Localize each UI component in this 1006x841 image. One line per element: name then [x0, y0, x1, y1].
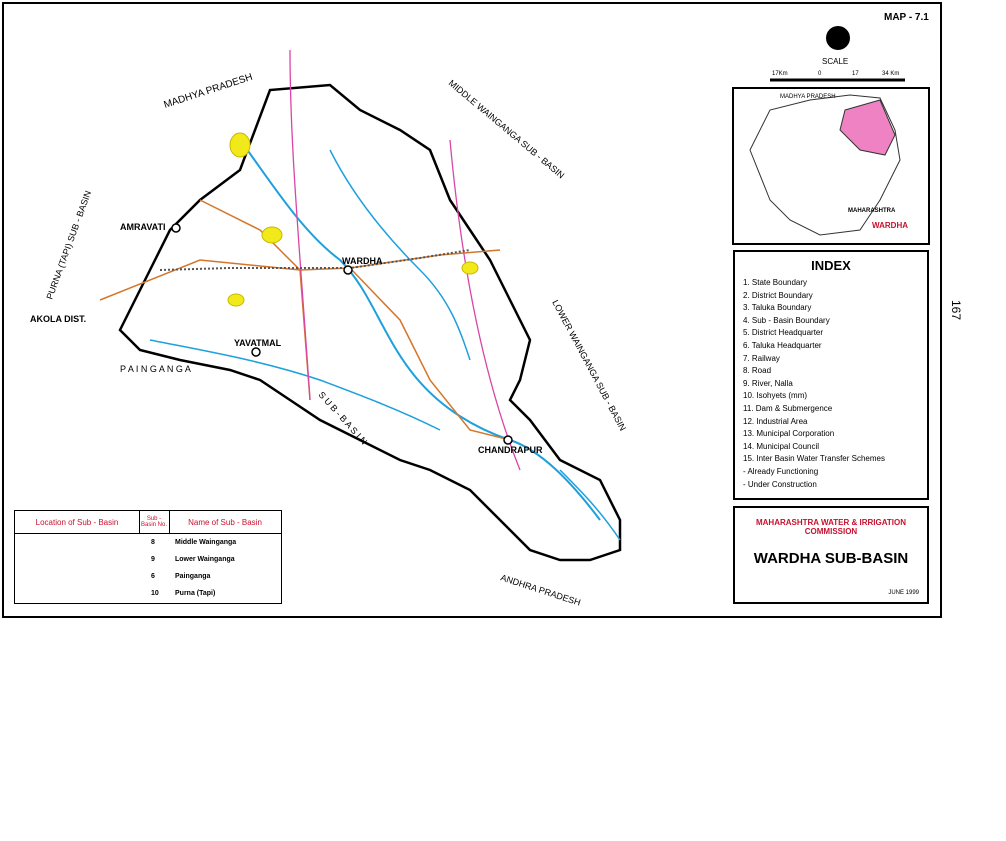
inset-highlight-label: WARDHA: [872, 221, 908, 230]
dam-bembla: [228, 294, 244, 306]
loc-hdr-name: Name of Sub - Basin: [169, 511, 281, 534]
scale-title: SCALE: [822, 57, 849, 66]
index-item: - Under Construction: [743, 479, 817, 489]
region-label-mp: MADHYA PRADESH: [162, 71, 255, 111]
map-date: JUNE 1999: [888, 590, 919, 596]
index-item: 10. Isohyets (mm): [743, 391, 808, 401]
index-item: 8. Road: [743, 366, 772, 376]
map-title: WARDHA SUB-BASIN: [753, 550, 909, 567]
district-hq-wardha[interactable]: [344, 266, 352, 274]
road-2: [200, 200, 310, 400]
index-item: 15. Inter Basin Water Transfer Schemes: [743, 454, 885, 464]
hq-label-yavatmal: YAVATMAL: [234, 338, 282, 348]
index-title: INDEX: [811, 258, 851, 273]
loc-row-name: Purna (Tapi): [175, 590, 216, 597]
river-wainganga: [560, 470, 620, 540]
map-label: MAP - 7.1: [884, 12, 929, 23]
index-item: 12. Industrial Area: [743, 416, 808, 426]
index-item: 1. State Boundary: [743, 278, 808, 287]
org-name: MAHARASHTRA WATER & IRRIGATION COMMISSION: [755, 518, 907, 536]
index-item: 4. Sub - Basin Boundary: [743, 315, 830, 325]
index-item: 14. Municipal Council: [743, 441, 820, 451]
inset-top-label: MADHYA PRADESH: [780, 94, 836, 100]
loc-row-no: 10: [151, 590, 159, 597]
scale-tick-1: 0: [818, 71, 822, 77]
region-label-purna: PURNA (TAPI) SUB - BASIN: [44, 189, 94, 301]
scale-tick-3: 34 Km: [882, 71, 900, 77]
index-item: 11. Dam & Submergence: [743, 404, 833, 413]
dam-upper-wardha: [230, 133, 250, 157]
loc-row-name: Painganga: [175, 573, 211, 580]
district-hq-amravati[interactable]: [172, 224, 180, 232]
isohyet-line: [290, 50, 310, 400]
hq-label-chandrapur: CHANDRAPUR: [478, 445, 543, 455]
index-item: 3. Taluka Boundary: [743, 303, 812, 313]
region-label-middle: MIDDLE WAINGANGA SUB - BASIN: [446, 77, 567, 181]
region-label-subbasin: S U B - B A S I N: [316, 389, 370, 447]
region-label-lower: LOWER WAINGANGA SUB - BASIN: [550, 298, 628, 433]
index-item: 6. Taluka Headquarter: [743, 341, 822, 350]
hq-label-amravati: AMRAVATI: [120, 222, 166, 232]
inset-state-label: MAHARASHTRA: [848, 208, 896, 214]
index-item: - Already Functioning: [743, 467, 819, 476]
loc-row-no: 8: [151, 539, 155, 546]
loc-hdr-location: Location of Sub - Basin: [15, 511, 140, 534]
river-wardha: [240, 140, 600, 520]
index-item: 7. Railway: [743, 353, 780, 363]
loc-row-no: 6: [151, 573, 155, 580]
road-3: [350, 268, 510, 440]
north-arrow-icon: [826, 26, 850, 50]
title-box: [733, 506, 929, 604]
loc-row-name: Lower Wainganga: [175, 556, 235, 563]
page-number: 167: [949, 300, 963, 321]
scale-tick-0: 17Km: [772, 71, 788, 77]
index-item: 13. Municipal Corporation: [743, 429, 835, 439]
river-penganga: [150, 340, 440, 430]
dam-lower-wunna: [462, 262, 478, 274]
isohyet-line-2: [450, 140, 520, 470]
dam-lower-wardha: [262, 227, 282, 243]
index-item: 5. District Headquarter: [743, 328, 824, 338]
region-label-painganga: P A I N G A N G A: [120, 364, 191, 374]
region-label-andhra: ANDHRA PRADESH: [499, 572, 582, 608]
region-label-akola: AKOLA DIST.: [30, 314, 87, 324]
district-hq-chandrapur[interactable]: [504, 436, 512, 444]
district-hq-yavatmal[interactable]: [252, 348, 260, 356]
index-item: 2. District Boundary: [743, 290, 813, 300]
loc-row-no: 9: [151, 556, 155, 563]
loc-row-name: Middle Wainganga: [175, 539, 237, 546]
location-table: [14, 510, 282, 604]
index-item: 9. River, Nalla: [743, 378, 793, 388]
index-panel: [733, 250, 929, 500]
loc-hdr-no: Sub - Basin No.: [139, 511, 170, 534]
scale-tick-2: 17: [852, 71, 859, 77]
hq-label-wardha: WARDHA: [342, 256, 383, 266]
